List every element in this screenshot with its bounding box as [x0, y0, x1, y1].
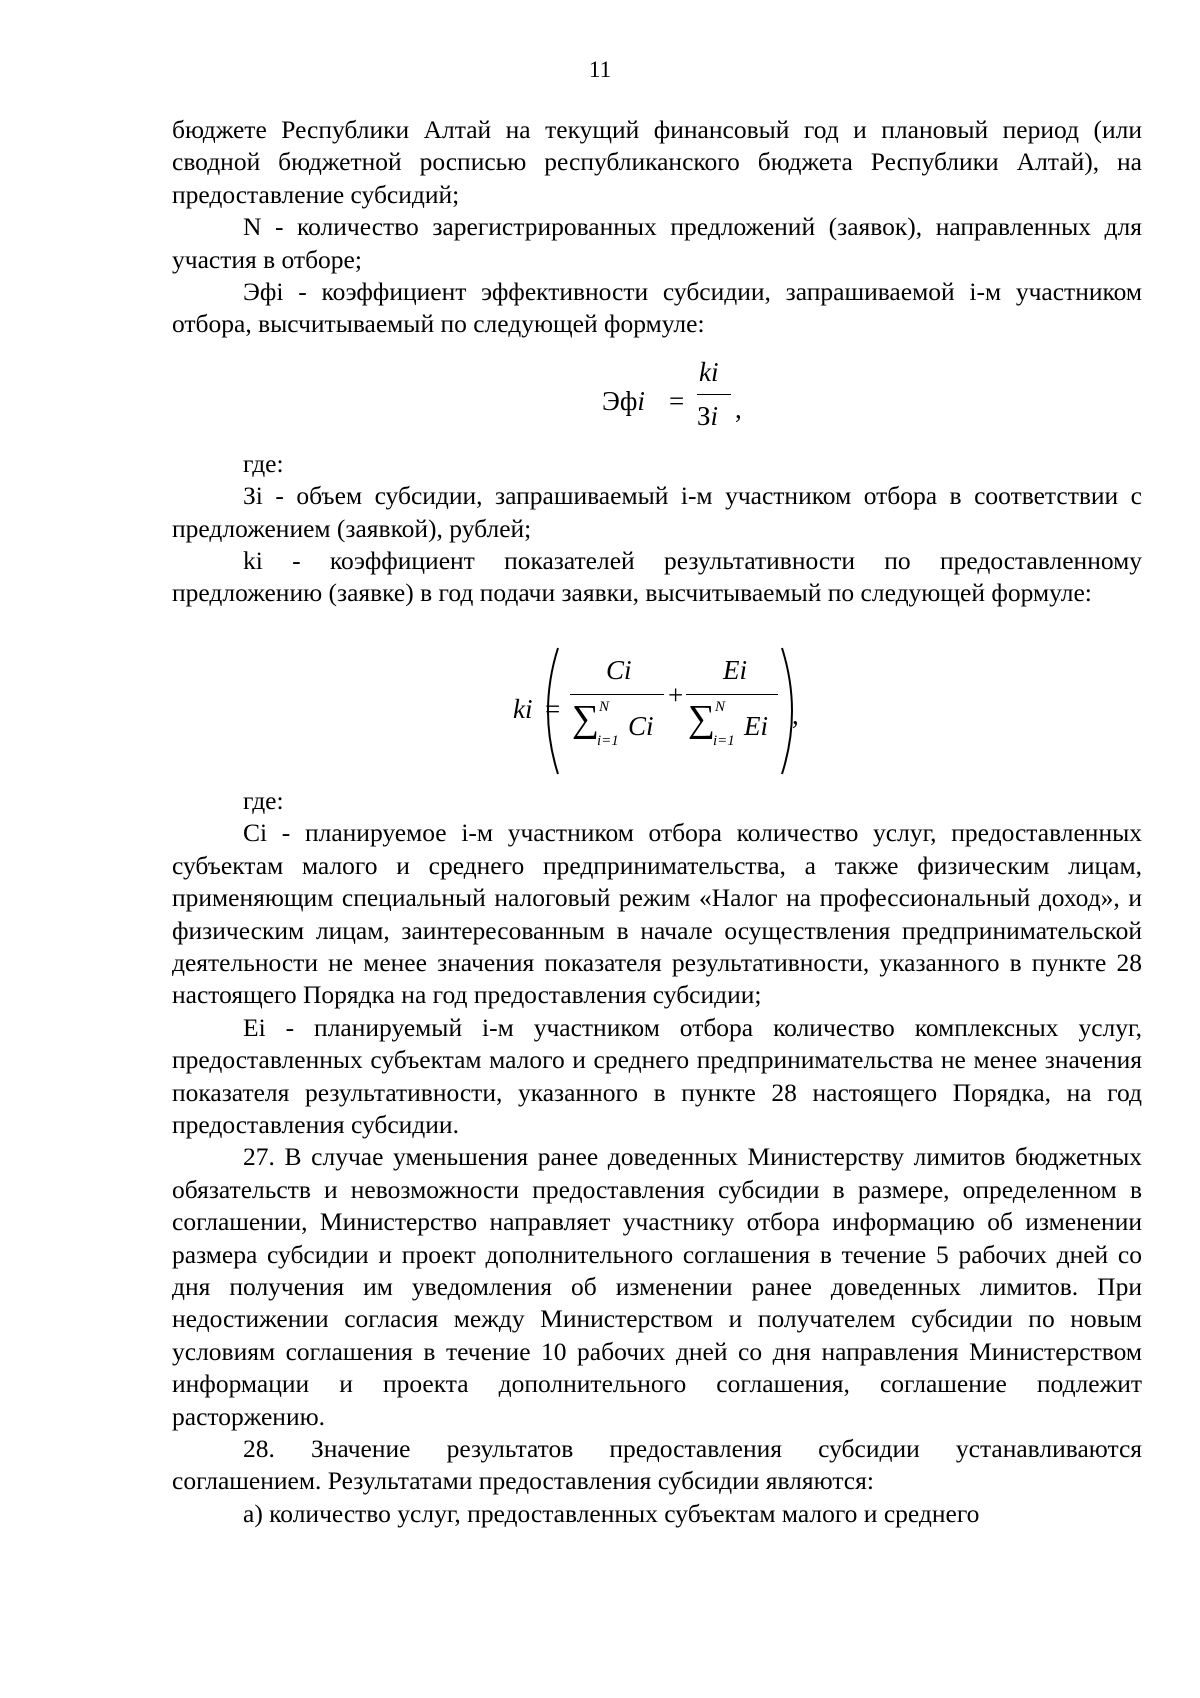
paragraph-ci-definition: Ci - планируемое i-м участником отбора количество услуг, предоставленных субъектам малого и среднего предпринимательства, а также физическим лицам, применяющим специальный налоговый режим «Налог на профессиональный доход», и физическим лицам, заинтересованным в начале осуществления предпринимательской деятельности не менее значения показателя результативности, указанного в пункте 28 настоящего Порядка на год предоставления субсидии;	[172, 818, 1142, 1010]
where-label-2: где:	[243, 785, 284, 815]
formula2-sum1-lower: i=1	[597, 732, 619, 749]
formula2-den-ei: Ei	[744, 710, 768, 741]
formula2-sum2-upper: N	[715, 698, 726, 715]
formula2-sum2-lower: i=1	[713, 732, 735, 749]
formula2-bar-1	[570, 694, 664, 696]
formula1-equals: =	[669, 385, 685, 416]
formula1-numerator: ki	[699, 356, 719, 387]
paragraph-efi-definition: Эфi - коэффициент эффективности субсидии, запрашиваемой i-м участником отбора, высчитываемый по следующей формуле:	[172, 277, 1142, 339]
formula-ki	[172, 638, 1142, 785]
formula2-bar-2	[686, 694, 778, 696]
formula2-plus: +	[668, 679, 684, 710]
formula1-denominator: Зi	[697, 400, 719, 431]
where-label-1: где:	[243, 448, 284, 478]
document-body	[172, 114, 1142, 1530]
paragraph-ei-definition: Ei - планируемый i-м участником отбора количество комплексных услуг, предоставленных субъектам малого и среднего предпринимательства не менее значения показателя результативности, указанного в пункте 28 настоящего Порядка, на год предоставления субсидии.	[172, 1012, 1142, 1139]
formula2-lhs: ki	[513, 693, 533, 724]
formula2-comma: ,	[792, 699, 799, 730]
paragraph-zi-definition: Зi - объем субсидии, запрашиваемый i-м участником отбора в соответствии с предложением (заявкой), рублей;	[172, 481, 1142, 543]
sum-sign-icon: ∑	[688, 697, 716, 740]
paragraph-ki-definition: ki - коэффициент показателей результативности по предоставленному предложению (заявке) в год подачи заявки, высчитываемый по следующей формуле:	[172, 546, 1142, 608]
formula2-sum1-upper: N	[599, 698, 610, 715]
formula1-fraction-bar	[697, 394, 731, 396]
page-number: 11	[588, 57, 612, 82]
sum-sign-icon: ∑	[572, 697, 600, 740]
formula2-equals: =	[545, 693, 561, 724]
paragraph-item-28a: а) количество услуг, предоставленных субъектам малого и среднего	[243, 1498, 980, 1528]
formula2-parentheses	[172, 638, 1142, 785]
formula-efficiency	[172, 356, 1142, 448]
formula2-den-ci: Ci	[628, 710, 654, 741]
formula1-lhs: Эфi	[602, 385, 645, 416]
paragraph-item-28: 28. Значение результатов предоставления субсидии устанавливаются соглашением. Результатами предоставления субсидии являются:	[172, 1434, 1142, 1496]
paragraph-item-27: 27. В случае уменьшения ранее доведенных Министерству лимитов бюджетных обязательств и невозможности предоставления субсидии в размере, определенном в соглашении, Министерство направляет участнику отбора информацию об изменении размера субсидии и проект дополнительного соглашения в течение 5 рабочих дней со дня получения им уведомления об изменении ранее доведенных лимитов. При недостижении согласия между Министерством и получателем субсидии по новым условиям соглашения в течение 10 рабочих дней со дня направления Министерством информации и проекта дополнительного соглашения, соглашение подлежит расторжению.	[172, 1142, 1142, 1431]
paragraph-budget: бюджете Республики Алтай на текущий финансовый год и плановый период (или сводной бюджетной росписью республиканского бюджета Республики Алтай), на предоставление субсидий;	[172, 115, 1142, 209]
formula1-comma: ,	[735, 393, 742, 424]
paragraph-n-definition: N - количество зарегистрированных предложений (заявок), направленных для участия в отборе;	[172, 212, 1142, 274]
formula2-num-ei: Ei	[723, 654, 747, 685]
formula2-num-ci: Ci	[606, 654, 632, 685]
